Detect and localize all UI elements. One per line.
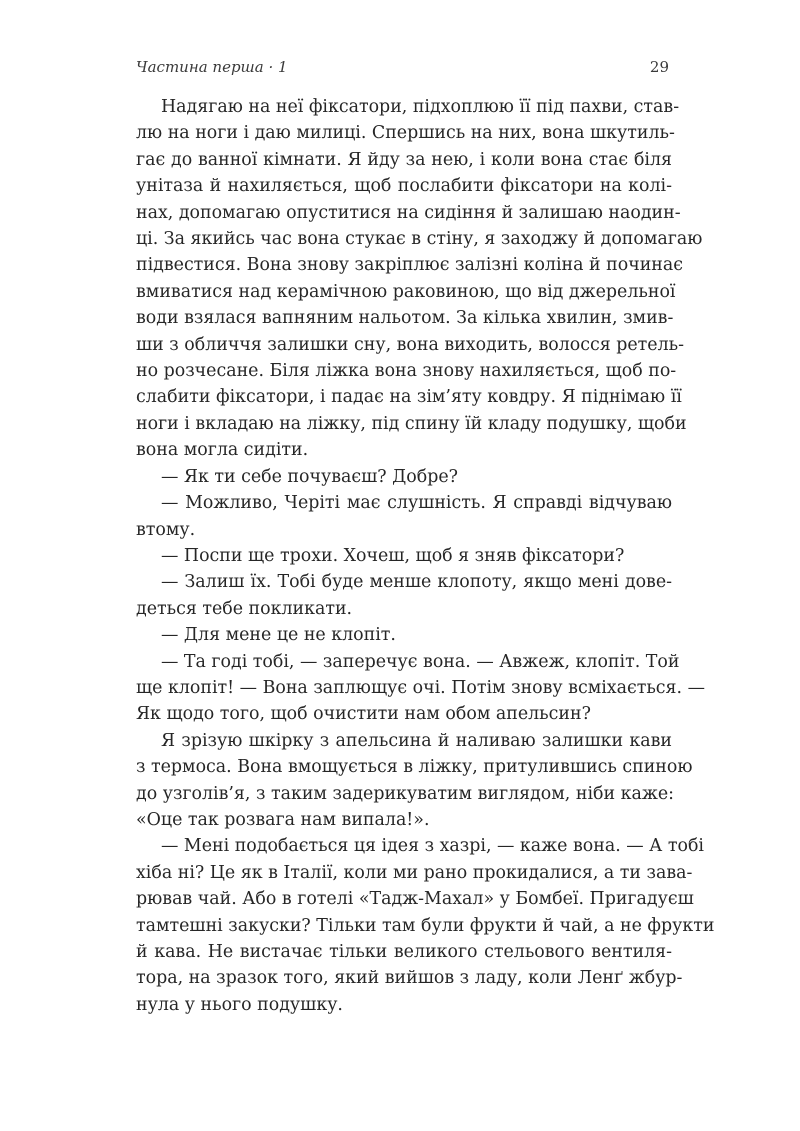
page-header [136,58,669,82]
text-line: — Можливо, Черіті має слушність. Я справді відчуваю [161,493,672,514]
text-line: нула у нього подушку. [136,994,343,1015]
text-line: лю на ноги і даю милиці. Спершись на них, вона шкутиль- [136,123,675,144]
text-line: — Для мене це не клопіт. [161,625,396,646]
running-title: Частина перша · 1 [136,58,288,76]
text-line: до узголів’я, з таким задерикуватим виглядом, ніби каже: [136,783,674,804]
text-line: Як щодо того, щоб очистити нам обом апельсин? [136,704,591,725]
text-line: ноги і вкладаю на ліжку, під спину їй кладу подушку, щоби [136,413,687,434]
body-text [136,94,715,1018]
page-number: 29 [649,58,669,76]
text-line: тамтешні закуски? Тільки там були фрукти й чай, а не фрукти [136,915,715,936]
text-line: нах, допомагаю опуститися на сидіння й залишаю наодин- [136,202,681,223]
text-line: підвестися. Вона знову закріплює залізні коліна й починає [136,255,683,276]
text-line: — Як ти себе почуваєш? Добре? [161,466,458,487]
text-line: вона могла сидіти. [136,440,309,461]
text-line: ці. За якийсь час вона стукає в стіну, я заходжу й допомагаю [136,229,703,250]
text-line: ще клопіт! — Вона заплющує очі. Потім знову всміхається. — [136,677,705,698]
text-line: деться тебе покликати. [136,598,353,619]
text-line: гає до ванної кімнати. Я йду за нею, і коли вона стає біля [136,149,672,170]
text-line: — Поспи ще трохи. Хочеш, щоб я зняв фіксатори? [161,545,625,566]
text-line: й кава. Не вистачає тільки великого стельового вентиля- [136,942,672,962]
text-line: вмиватися над керамічною раковиною, що від джерельної [136,281,676,302]
text-line: хіба ні? Це як в Італії, коли ми рано прокидалися, а ти зава- [136,862,693,883]
text-line: з термоса. Вона вмощується в ліжку, притулившись спиною [136,757,693,778]
text-line: Я зрізую шкірку з апельсина й наливаю залишки кави [161,730,672,751]
text-line: — Залиш їх. Тобі буде менше клопоту, якщо мені дове- [161,572,672,593]
text-line: рював чай. Або в готелі «Тадж-Махал» у Бомбеї. Пригадуєш [136,889,694,910]
text-line: — Та годі тобі, — заперечує вона. — Авжеж, клопіт. Той [161,651,680,672]
text-line: унітаза й нахиляється, щоб послабити фіксатори на колі- [136,176,672,197]
text-line: втому. [136,519,196,540]
text-line: «Оце так розвага нам випала!». [136,809,430,830]
text-line: тора, на зразок того, який вийшов з ладу, коли Ленґ жбур- [136,968,683,989]
text-line: води взялася вапняним нальотом. За кілька хвилин, змив- [136,308,674,329]
text-line: слабити фіксатори, і падає на зім’яту ковдру. Я піднімаю її [136,387,682,408]
text-line: но розчесане. Біля ліжка вона знову нахиляється, щоб по- [136,361,677,382]
text-line: Надягаю на неї фіксатори, підхоплюю її під пахви, став- [161,97,680,117]
text-line: — Мені подобається ця ідея з хазрі, — каже вона. — А тобі [161,836,704,857]
text-line: ши з обличчя залишки сну, вона виходить, волосся ретель- [136,334,684,355]
